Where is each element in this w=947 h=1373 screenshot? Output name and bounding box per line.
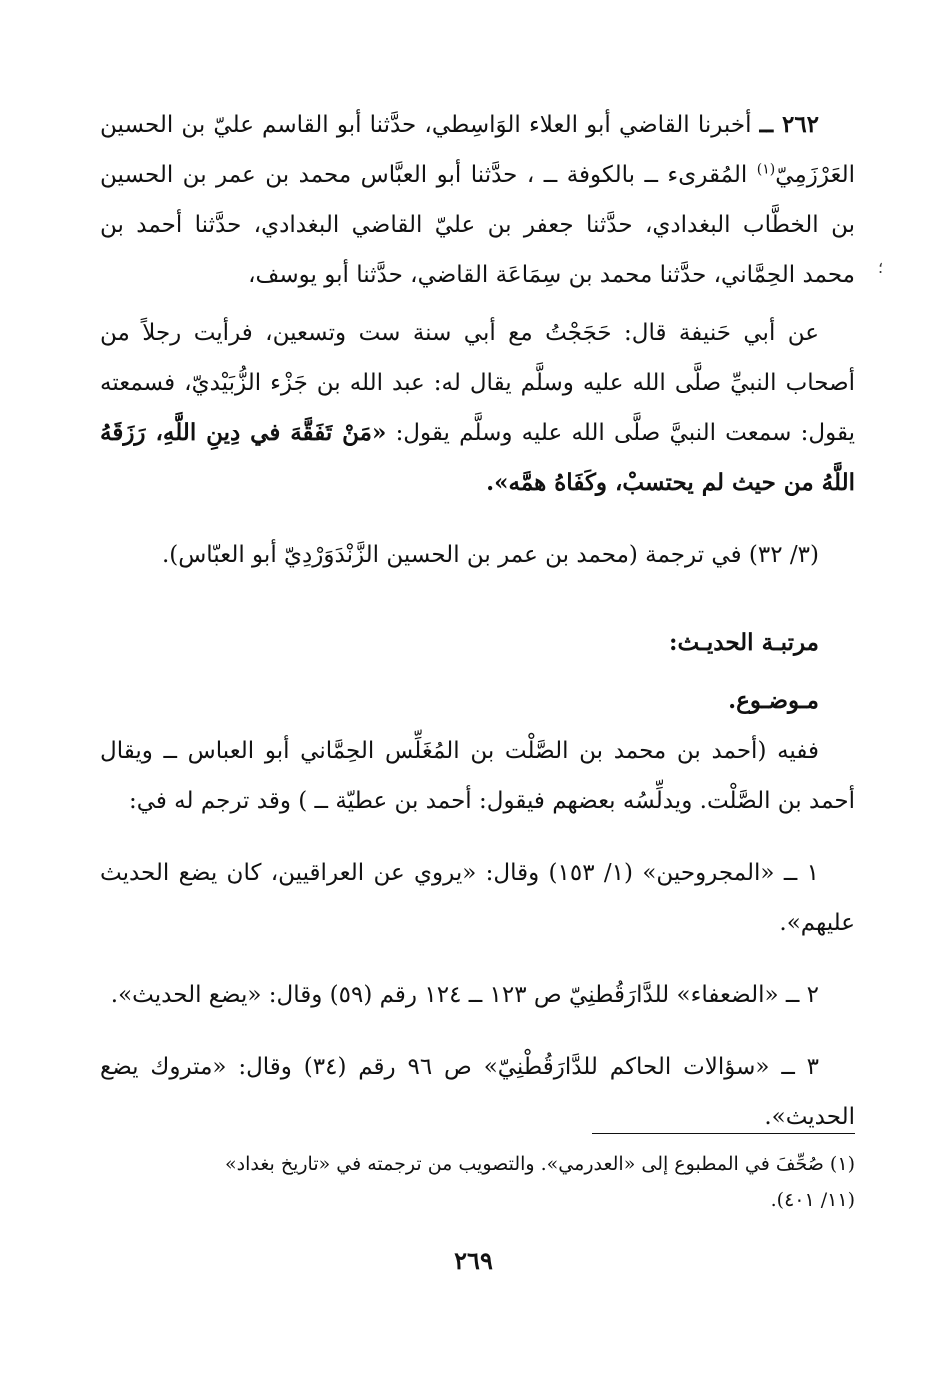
margin-mark: ؛ [878, 258, 884, 277]
hadith-chain-part1: أخبرنا القاضي أبو العلاء الوَاسِطي، حدَّثنا أبو القاسم عليّ بن الحسين العَرْزَمِيّ [100, 112, 855, 188]
page-number: ٢٦٩ [454, 1246, 493, 1275]
source-reference: (٣/ ٣٢) في ترجمة (محمد بن عمر بن الحسين الزَّنْدَوَرْدِيّ أبو العبّاس). [161, 542, 819, 568]
hadith-text-plain: عن أبي حَنيفة قال: حَجَجْتُ مع أبي سنة ست وتسعين، فرأيت رجلاً من أصحاب النبيِّ صلَّى الله عليه وسلَّم يقال له: عبد الله بن جَزْء الزُّبَيْديّ، فسمعته يقول: سمعت النبيَّ صلَّى الله عليه وسلَّم يقول: [100, 320, 856, 446]
hadith-text-quote: «مَنْ تَفَقَّهَ في دِينِ اللَّهِ، رَزَقَهُ اللَّهُ من حيث لم يحتسبْ، وكَفَاهُ همَّه». [100, 419, 855, 496]
footnote-divider [592, 1133, 855, 1134]
page-body [100, 100, 855, 1142]
hadith-number: ٢٦٢ ــ [759, 111, 820, 138]
hadith-chain-part2: المُقرىء ــ بالكوفة ــ ، حدَّثنا أبو العبَّاس محمد بن عمر بن الحسين بن الخطَّاب البغدادي، حدَّثنا جعفر بن عليّ القاضي البغدادي، حدَّثنا أحمد بن محمد الحِمَّاني، حدَّثنا محمد بن سِمَاعَة القاضي، حدَّثنا أبو يوسف، [100, 162, 855, 288]
source-item-1: ١ ــ «المجروحين» (١/ ١٥٣) وقال: «يروي عن العراقيين، كان يضع الحديث عليهم». [100, 860, 855, 936]
hadith-text [100, 308, 855, 508]
footnote-ref[interactable]: (١) [756, 161, 776, 178]
footnote [100, 1146, 855, 1218]
footnote-line-2: (١١/ ٤٠١). [770, 1189, 855, 1211]
hadith-chain [100, 100, 855, 300]
source-item-3: ٣ ــ «سؤالات الحاكم للدَّارَقُطْنِيّ» ص ٩٦ رقم (٣٤) وقال: «متروك يضع الحديث». [100, 1054, 855, 1130]
footnote-line-1: (١) صُحِّفَ في المطبوع إلى «العدرمي». والتصويب من ترجمته في «تاريخ بغداد» [224, 1153, 855, 1175]
grade-heading: مرتبـة الحديـث: [669, 629, 819, 656]
grade-value: مـوضـوع. [728, 687, 819, 714]
explanation: ففيه (أحمد بن محمد بن الصَّلْت بن المُغَلِّس الحِمَّاني أبو العباس ــ ويقال أحمد بن الصَّلْت. ويدلِّسُه بعضهم فيقول: أحمد بن عطيّة ــ ) وقد ترجم له في: [100, 738, 855, 814]
source-item-2: ٢ ــ «الضعفاء» للدَّارَقُطنِيّ ص ١٢٣ ــ ١٢٤ رقم (٥٩) وقال: «يضع الحديث». [110, 982, 819, 1008]
